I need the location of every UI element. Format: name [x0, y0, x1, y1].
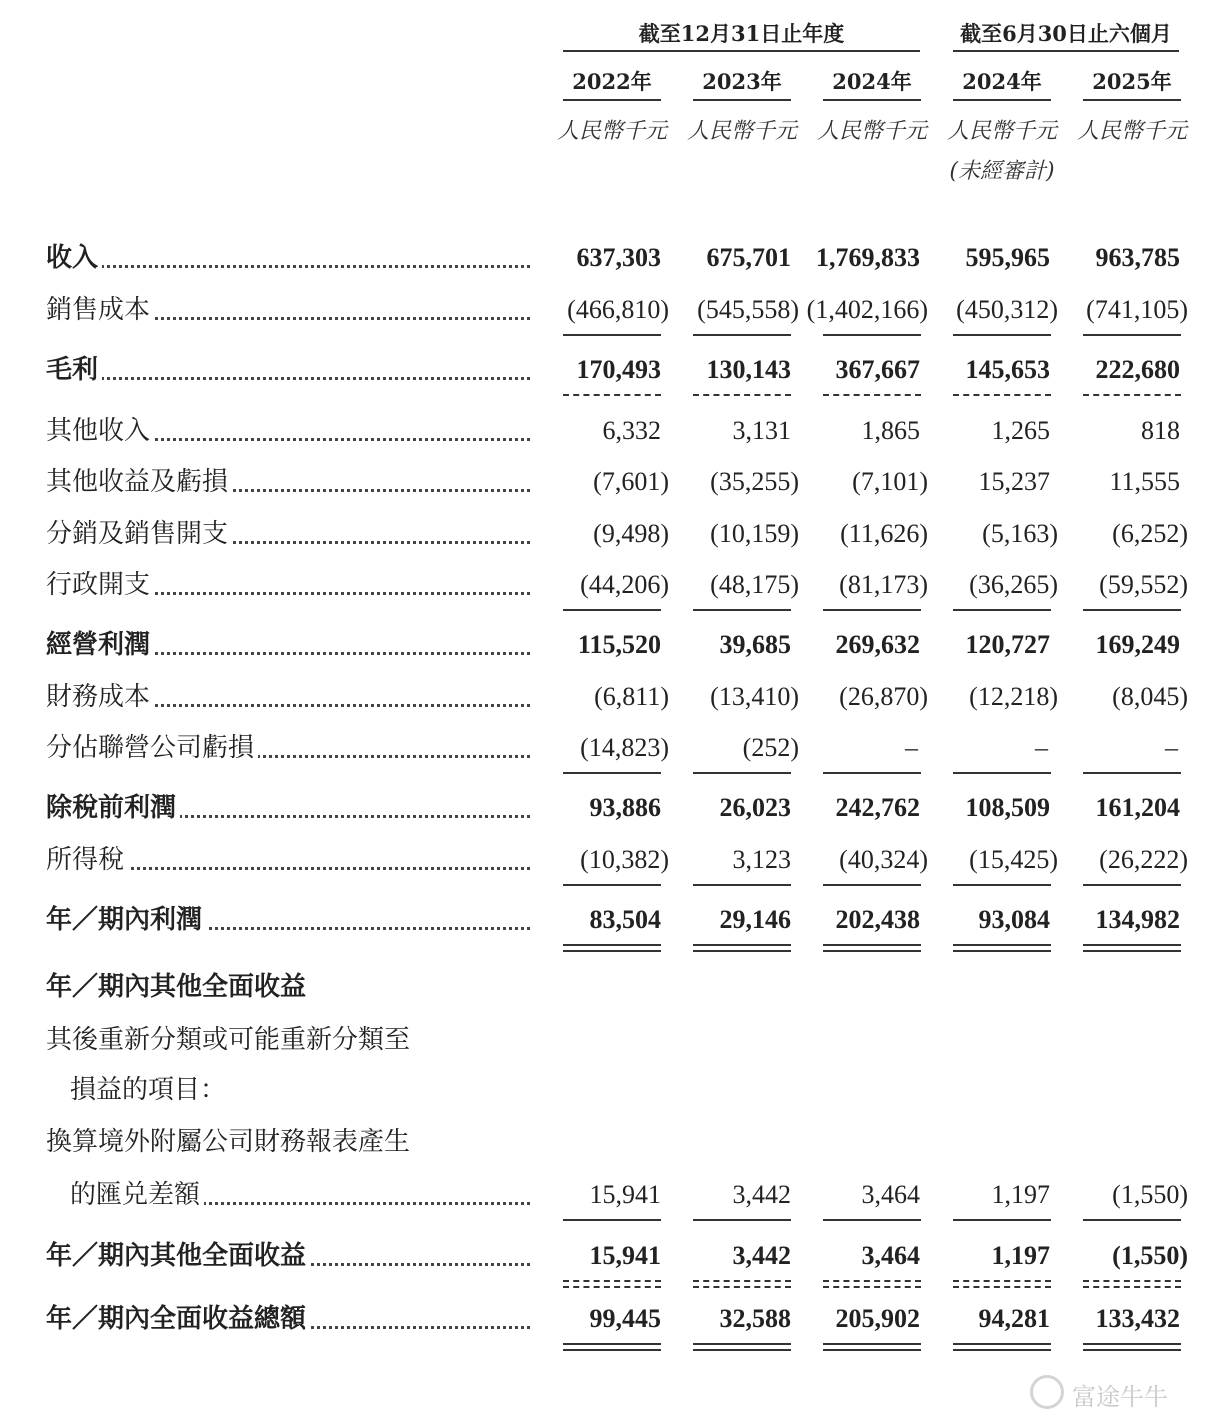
- cell-underline: [693, 950, 791, 952]
- cell-value: 202,438: [835, 905, 920, 934]
- row-label-text: 銷售成本: [46, 295, 154, 325]
- cell-value: (1,550): [1112, 1180, 1188, 1209]
- cell-value: 242,762: [835, 793, 920, 822]
- cell-underline: [563, 1280, 661, 1282]
- unit-2024-half: 人民幣千元: [946, 119, 1057, 144]
- table-row: [0, 411, 1210, 451]
- row-label-text: 年／期內利潤: [46, 905, 206, 935]
- row-label: [46, 788, 530, 828]
- cell-underline: [563, 1349, 661, 1351]
- cell-value: 6,332: [602, 416, 661, 445]
- cell-value: 145,653: [965, 355, 1050, 384]
- cell-underline: [953, 1280, 1051, 1282]
- cell-value: 120,727: [965, 630, 1050, 659]
- row-label: [70, 1070, 530, 1110]
- futu-logo-icon: [1030, 1375, 1064, 1409]
- row-label-text: 毛利: [46, 355, 102, 385]
- table-row: [0, 514, 1210, 554]
- row-label: [46, 1020, 530, 1060]
- cell-value: (10,159): [710, 519, 799, 548]
- year-2024-half: 2024年: [962, 69, 1042, 94]
- header-group-half-rule: [953, 50, 1179, 52]
- cell-value: 169,249: [1095, 630, 1180, 659]
- watermark-text: 富途牛牛: [1072, 1383, 1168, 1411]
- cell-underline: [823, 1343, 921, 1345]
- cell-underline: [823, 609, 921, 611]
- cell-value: 39,685: [719, 630, 791, 659]
- cell-value: (26,870): [839, 682, 928, 711]
- table-row: [0, 1236, 1210, 1276]
- cell-underline: [1083, 1343, 1181, 1345]
- cell-value: 32,588: [719, 1304, 791, 1333]
- cell-underline: [823, 944, 921, 946]
- cell-value: 15,941: [589, 1241, 661, 1270]
- cell-underline: [953, 944, 1051, 946]
- cell-underline: [823, 1219, 921, 1221]
- cell-underline: [1083, 1219, 1181, 1221]
- cell-value: (450,312): [956, 295, 1058, 324]
- row-label: [46, 728, 530, 768]
- header-group-year-rule: [563, 50, 920, 52]
- cell-value: 3,464: [861, 1241, 920, 1270]
- cell-underline: [823, 950, 921, 952]
- row-label: [46, 967, 530, 1007]
- table-row: [0, 350, 1210, 390]
- table-row: [0, 788, 1210, 828]
- cell-underline: [693, 1349, 791, 1351]
- cell-underline: [953, 884, 1051, 886]
- row-label-text: 分銷及銷售開支: [46, 519, 232, 549]
- cell-underline: [563, 884, 661, 886]
- cell-value: (7,101): [852, 467, 928, 496]
- cell-underline: [953, 394, 1051, 396]
- cell-value: 130,143: [706, 355, 791, 384]
- cell-value: 108,509: [965, 793, 1050, 822]
- cell-value: (59,552): [1099, 570, 1188, 599]
- cell-underline: [1083, 334, 1181, 336]
- year-rule-2023: [693, 99, 791, 101]
- cell-value: 818: [1141, 416, 1180, 445]
- cell-underline: [563, 1343, 661, 1345]
- row-label: [46, 625, 530, 665]
- cell-underline: [693, 1343, 791, 1345]
- cell-value: (545,558): [697, 295, 799, 324]
- row-label: [46, 350, 530, 390]
- unit-2025-half: 人民幣千元: [1076, 119, 1187, 144]
- cell-value: 99,445: [589, 1304, 661, 1333]
- cell-underline: [1083, 944, 1181, 946]
- row-label: [46, 1236, 530, 1276]
- cell-value: 94,281: [978, 1304, 1050, 1333]
- cell-underline: [563, 334, 661, 336]
- row-label-text: 年／期內其他全面收益: [46, 972, 310, 1002]
- cell-value: (12,218): [969, 682, 1058, 711]
- unaudited-note: (未經審計): [949, 159, 1055, 184]
- row-label-text: 年／期內其他全面收益: [46, 1241, 310, 1271]
- row-label-text: 其後重新分類或可能重新分類至: [46, 1025, 414, 1055]
- cell-value: (741,105): [1086, 295, 1188, 324]
- cell-value: (36,265): [969, 570, 1058, 599]
- cell-value: (40,324): [839, 845, 928, 874]
- cell-value: 15,237: [978, 467, 1050, 496]
- cell-underline: [953, 609, 1051, 611]
- row-label-text: 年／期內全面收益總額: [46, 1304, 310, 1334]
- cell-underline: [953, 950, 1051, 952]
- cell-underline: [693, 394, 791, 396]
- cell-underline: [1083, 394, 1181, 396]
- table-row: [0, 967, 1210, 1007]
- table-row: [0, 625, 1210, 665]
- row-label: [46, 514, 530, 554]
- cell-value: (15,425): [969, 845, 1058, 874]
- cell-value: 222,680: [1095, 355, 1180, 384]
- header-group-year: 截至12月31日止年度: [638, 21, 845, 46]
- row-label: [46, 900, 530, 940]
- year-rule-2024-half: [953, 99, 1051, 101]
- header-group-half: 截至6月30日止六個月: [960, 21, 1172, 46]
- cell-underline: [1083, 772, 1181, 774]
- cell-underline: [693, 334, 791, 336]
- cell-value: (7,601): [593, 467, 669, 496]
- row-label: [46, 677, 530, 717]
- cell-value: 3,131: [732, 416, 791, 445]
- cell-underline: [693, 1280, 791, 1282]
- row-label: [46, 462, 530, 502]
- cell-value: 3,123: [732, 845, 791, 874]
- cell-underline: [823, 1280, 921, 1282]
- table-row: [0, 1070, 1210, 1110]
- cell-value: 1,197: [991, 1180, 1050, 1209]
- cell-value: 26,023: [719, 793, 791, 822]
- cell-underline: [953, 1349, 1051, 1351]
- unit-2024: 人民幣千元: [816, 119, 927, 144]
- cell-underline: [1083, 884, 1181, 886]
- cell-value: (35,255): [710, 467, 799, 496]
- year-2023: 2023年: [702, 69, 782, 94]
- year-2025-half: 2025年: [1092, 69, 1172, 94]
- table-row: [0, 1020, 1210, 1060]
- cell-underline: [953, 1219, 1051, 1221]
- year-rule-2025-half: [1083, 99, 1181, 101]
- cell-value: 963,785: [1095, 243, 1180, 272]
- row-label: [46, 290, 530, 330]
- cell-value: (1,550): [1112, 1241, 1188, 1270]
- cell-underline: [823, 394, 921, 396]
- cell-value: (6,252): [1112, 519, 1188, 548]
- row-label-text: 所得稅: [46, 845, 128, 875]
- cell-value: 115,520: [577, 630, 661, 659]
- cell-value: (252): [742, 733, 799, 762]
- cell-underline: [1083, 1280, 1181, 1282]
- year-2022: 2022年: [572, 69, 652, 94]
- row-label-text: 分佔聯營公司虧損: [46, 733, 258, 763]
- cell-value: 1,265: [991, 416, 1050, 445]
- table-row: [0, 1299, 1210, 1339]
- cell-value: 637,303: [576, 243, 661, 272]
- cell-underline: [1083, 1349, 1181, 1351]
- cell-value: 367,667: [835, 355, 920, 384]
- cell-value: (466,810): [567, 295, 669, 324]
- cell-underline: [693, 884, 791, 886]
- row-label-text: 損益的項目：: [70, 1075, 230, 1105]
- cell-value: 3,464: [861, 1180, 920, 1209]
- cell-underline: [563, 1286, 661, 1288]
- unit-2023: 人民幣千元: [686, 119, 797, 144]
- table-row: [0, 677, 1210, 717]
- cell-underline: [563, 944, 661, 946]
- row-label: [70, 1175, 530, 1215]
- cell-value: (13,410): [710, 682, 799, 711]
- cell-value: 11,555: [1109, 467, 1180, 496]
- year-2024: 2024年: [832, 69, 912, 94]
- cell-underline: [823, 884, 921, 886]
- cell-value: 675,701: [706, 243, 791, 272]
- cell-value: 83,504: [589, 905, 661, 934]
- table-row: [0, 1175, 1210, 1215]
- cell-value: (26,222): [1099, 845, 1188, 874]
- cell-value: 29,146: [719, 905, 791, 934]
- cell-underline: [563, 772, 661, 774]
- cell-value: –: [905, 733, 918, 762]
- cell-underline: [693, 1286, 791, 1288]
- leader-dots: [46, 377, 530, 380]
- cell-underline: [563, 950, 661, 952]
- cell-underline: [953, 334, 1051, 336]
- cell-underline: [823, 334, 921, 336]
- cell-underline: [823, 1286, 921, 1288]
- cell-underline: [953, 1343, 1051, 1345]
- row-label-text: 其他收入: [46, 416, 154, 446]
- table-row: [0, 462, 1210, 502]
- cell-underline: [823, 1349, 921, 1351]
- table-row: [0, 900, 1210, 940]
- row-label-text: 行政開支: [46, 570, 154, 600]
- table-row: [0, 290, 1210, 330]
- cell-value: 269,632: [835, 630, 920, 659]
- cell-underline: [693, 772, 791, 774]
- cell-value: 1,769,833: [816, 243, 920, 272]
- row-label: [46, 1122, 530, 1162]
- cell-value: 15,941: [589, 1180, 661, 1209]
- cell-underline: [953, 772, 1051, 774]
- cell-value: –: [1035, 733, 1048, 762]
- cell-value: (48,175): [710, 570, 799, 599]
- year-rule-2022: [563, 99, 661, 101]
- cell-value: 3,442: [732, 1241, 791, 1270]
- row-label: [46, 1299, 530, 1339]
- row-label-text: 經營利潤: [46, 630, 154, 660]
- cell-value: 93,084: [978, 905, 1050, 934]
- cell-value: (44,206): [580, 570, 669, 599]
- cell-value: 134,982: [1095, 905, 1180, 934]
- cell-value: 170,493: [576, 355, 661, 384]
- row-label: [46, 411, 530, 451]
- cell-value: (9,498): [593, 519, 669, 548]
- cell-underline: [823, 772, 921, 774]
- cell-underline: [1083, 1286, 1181, 1288]
- cell-value: (11,626): [840, 519, 928, 548]
- cell-value: –: [1165, 733, 1178, 762]
- cell-value: (8,045): [1112, 682, 1188, 711]
- row-label-text: 除稅前利潤: [46, 793, 180, 823]
- cell-value: (10,382): [580, 845, 669, 874]
- row-label-text: 其他收益及虧損: [46, 467, 232, 497]
- cell-value: (1,402,166): [806, 295, 928, 324]
- cell-underline: [693, 609, 791, 611]
- cell-underline: [953, 1286, 1051, 1288]
- row-label-text: 財務成本: [46, 682, 154, 712]
- cell-underline: [693, 944, 791, 946]
- cell-value: (14,823): [580, 733, 669, 762]
- cell-underline: [563, 394, 661, 396]
- table-row: [0, 1122, 1210, 1162]
- cell-value: 595,965: [965, 243, 1050, 272]
- cell-value: (81,173): [839, 570, 928, 599]
- row-label-text: 收入: [46, 243, 102, 273]
- table-row: [0, 840, 1210, 880]
- cell-underline: [1083, 950, 1181, 952]
- cell-underline: [563, 609, 661, 611]
- cell-underline: [563, 1219, 661, 1221]
- watermark: [1030, 1373, 1200, 1413]
- cell-value: 1,197: [991, 1241, 1050, 1270]
- table-row: [0, 565, 1210, 605]
- cell-value: 1,865: [861, 416, 920, 445]
- row-label: [46, 238, 530, 278]
- leader-dots: [46, 265, 530, 268]
- cell-value: 3,442: [732, 1180, 791, 1209]
- row-label-text: 換算境外附屬公司財務報表產生: [46, 1127, 414, 1157]
- cell-value: 205,902: [835, 1304, 920, 1333]
- row-label: [46, 565, 530, 605]
- cell-value: (5,163): [982, 519, 1058, 548]
- row-label-text: 的匯兑差額: [70, 1180, 204, 1210]
- cell-value: (6,811): [594, 682, 669, 711]
- unit-2022: 人民幣千元: [556, 119, 667, 144]
- cell-value: 133,432: [1095, 1304, 1180, 1333]
- cell-underline: [1083, 609, 1181, 611]
- year-rule-2024: [823, 99, 921, 101]
- row-label: [46, 840, 530, 880]
- table-row: [0, 238, 1210, 278]
- cell-value: 93,886: [589, 793, 661, 822]
- table-row: [0, 728, 1210, 768]
- cell-underline: [693, 1219, 791, 1221]
- cell-value: 161,204: [1095, 793, 1180, 822]
